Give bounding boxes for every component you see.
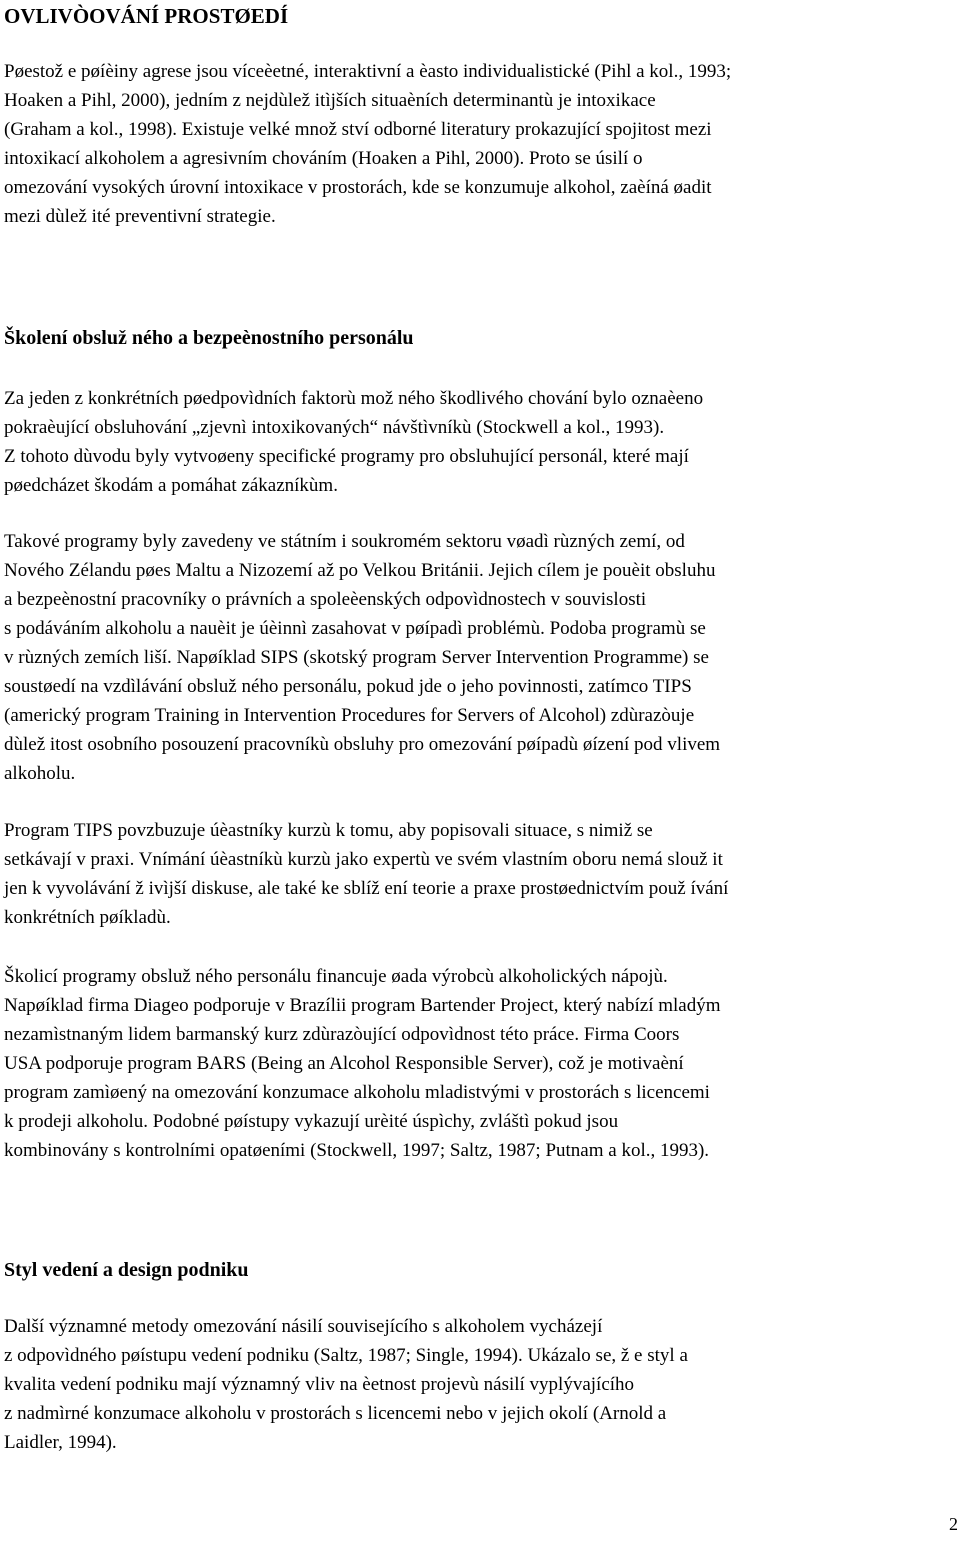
paragraph xyxy=(4,57,958,231)
text-line: (americký program Training in Intervention Procedures for Servers of Alcohol) zdùrazòuje xyxy=(4,705,695,726)
text-line: kvalita vedení podniku mají významný vliv na èetnost projevù násilí vyplývajícího xyxy=(4,1374,635,1395)
text-line: pokraèující obsluhování „zjevnì intoxikovaných“ návštìvníkù (Stockwell a kol., 1993). xyxy=(4,417,665,438)
text-line: Další významné metody omezování násilí souvisejícího s alkoholem vycházejí xyxy=(4,1316,603,1337)
text-line: Laidler, 1994). xyxy=(4,1432,117,1453)
text-line: z odpovìdného pøístupu vedení podniku (Saltz, 1987; Single, 1994). Ukázalo se, ž e styl a xyxy=(4,1345,688,1366)
text-line: Nového Zélandu pøes Maltu a Nizozemí až po Velkou Británii. Jejich cílem je pouèit obsluhu xyxy=(4,560,716,581)
text-line: omezování vysokých úrovní intoxikace v prostorách, kde se konzumuje alkohol, zaèíná øadit xyxy=(4,177,712,198)
text-line: Takové programy byly zavedeny ve státním i soukromém sektoru vøadì rùzných zemí, od xyxy=(4,531,685,552)
section-heading-prostredi: OVLIVÒOVÁNÍ PROSTØEDÍ xyxy=(4,4,289,28)
text-line: Z tohoto dùvodu byly vytvoøeny specifické programy pro obsluhující personál, které mají xyxy=(4,446,689,467)
text-line: kombinovány s kontrolními opatøeními (Stockwell, 1997; Saltz, 1987; Putnam a kol., 1993). xyxy=(4,1140,710,1161)
text-line: k prodeji alkoholu. Podobné pøístupy vykazují urèité úspìchy, zvláštì pokud jsou xyxy=(4,1111,619,1132)
section-heading-styl-vedeni: Styl vedení a design podniku xyxy=(4,1259,249,1281)
text-line: Program TIPS povzbuzuje úèastníky kurzù k tomu, aby popisovali situace, s nimiž se xyxy=(4,820,653,841)
text-line: setkávají v praxi. Vnímání úèastníkù kurzù jako expertù ve svém vlastním oboru nemá slouž it xyxy=(4,849,723,870)
text-line: soustøedí na vzdìlávání obsluž ného personálu, pokud jde o jeho povinnosti, zatímco TIPS xyxy=(4,676,692,697)
text-line: s podáváním alkoholu a nauèit je úèinnì zasahovat v pøípadì problémù. Podoba programù se xyxy=(4,618,706,639)
text-line: konkrétních pøíkladù. xyxy=(4,907,171,928)
text-line: Napøíklad firma Diageo podporuje v Brazílii program Bartender Project, který nabízí mladým xyxy=(4,995,721,1016)
paragraph xyxy=(4,962,958,1165)
text-line: v rùzných zemích liší. Napøíklad SIPS (skotský program Server Intervention Programme) se xyxy=(4,647,709,668)
section-heading-skoleni: Školení obsluž ného a bezpeènostního personálu xyxy=(4,327,414,349)
paragraph xyxy=(4,1312,958,1457)
paragraph xyxy=(4,384,958,500)
text-line: dùlež itost osobního posouzení pracovníkù obsluhy pro omezování pøípadù øízení pod vlivem xyxy=(4,734,721,755)
text-line: z nadmìrné konzumace alkoholu v prostorách s licencemi nebo v jejich okolí (Arnold a xyxy=(4,1403,667,1424)
text-line: alkoholu. xyxy=(4,763,76,784)
paragraph xyxy=(4,816,958,932)
text-line: Hoaken a Pihl, 2000), jedním z nejdùlež itìjších situaèních determinantù je intoxikace xyxy=(4,90,656,111)
text-line: program zamìøený na omezování konzumace alkoholu mladistvými v prostorách s licencemi xyxy=(4,1082,710,1103)
text-line: USA podporuje program BARS (Being an Alcohol Responsible Server), což je motivaèní xyxy=(4,1053,684,1074)
paragraph xyxy=(4,527,958,788)
text-line: intoxikací alkoholem a agresivním chováním (Hoaken a Pihl, 2000). Proto se úsilí o xyxy=(4,148,643,169)
text-line: Pøestož e pøíèiny agrese jsou víceèetné, interaktivní a èasto individualistické (Pihl a kol., 1993; xyxy=(4,61,732,82)
text-line: Za jeden z konkrétních pøedpovìdních faktorù mož ného škodlivého chování bylo oznaèeno xyxy=(4,388,704,409)
text-line: jen k vyvolávání ž ivìjší diskuse, ale také ke sblíž ení teorie a praxe prostøednictvím použ ívání xyxy=(4,878,729,899)
text-line: pøedcházet škodám a pomáhat zákazníkùm. xyxy=(4,475,338,496)
text-line: nezamìstnaným lidem barmanský kurz zdùrazòující odpovìdnost této práce. Firma Coors xyxy=(4,1024,680,1045)
text-line: a bezpeènostní pracovníky o právních a spoleèenských odpovìdnostech v souvislosti xyxy=(4,589,647,610)
text-line: mezi dùlež ité preventivní strategie. xyxy=(4,206,276,227)
text-line: Školicí programy obsluž ného personálu financuje øada výrobcù alkoholických nápojù. xyxy=(4,966,668,987)
text-line: (Graham a kol., 1998). Existuje velké množ ství odborné literatury prokazující spojitost mezi xyxy=(4,119,712,140)
page-number: 2 xyxy=(949,1514,958,1534)
